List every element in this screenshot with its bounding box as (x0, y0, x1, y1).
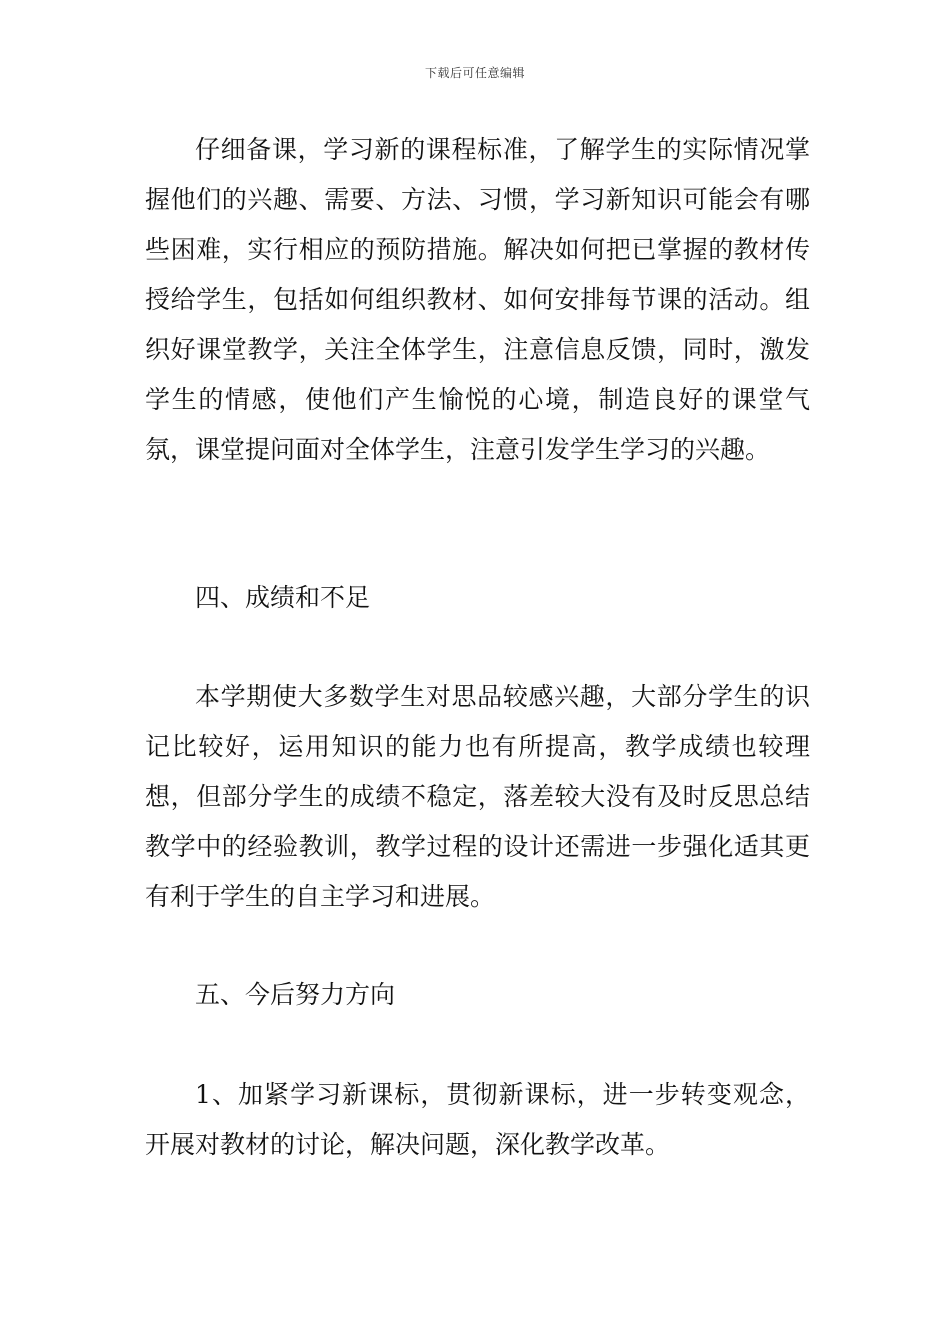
paragraph-preparation: 仔细备课，学习新的课程标准，了解学生的实际情况掌握他们的兴趣、需要、方法、习惯，学习新知识可能会有哪些困难，实行相应的预防措施。解决如何把已掌握的教材传授给学生，包括如何组织教材、如何安排每节课的活动。组织好课堂教学，关注全体学生，注意信息反馈，同时，激发学生的情感，使他们产生愉悦的心境，制造良好的课堂气氛，课堂提问面对全体学生，注意引发学生学习的兴趣。 (145, 135, 810, 464)
header-note: 下载后可任意编辑 (424, 66, 525, 80)
section-heading-future-direction: 五、今后努力方向 (195, 980, 396, 1009)
paragraph-future-item-1: 1、加紧学习新课标，贯彻新课标，进一步转变观念，开展对教材的讨论，解决问题，深化教学改革。 (145, 1080, 810, 1159)
paragraph-achievements: 本学期使大多数学生对思品较感兴趣，大部分学生的识记比较好，运用知识的能力也有所提高，教学成绩也较理想，但部分学生的成绩不稳定，落差较大没有及时反思总结教学中的经验教训，教学过程的设计还需进一步强化适其更有利于学生的自主学习和进展。 (145, 682, 810, 911)
section-heading-achievements: 四、成绩和不足 (195, 583, 371, 612)
